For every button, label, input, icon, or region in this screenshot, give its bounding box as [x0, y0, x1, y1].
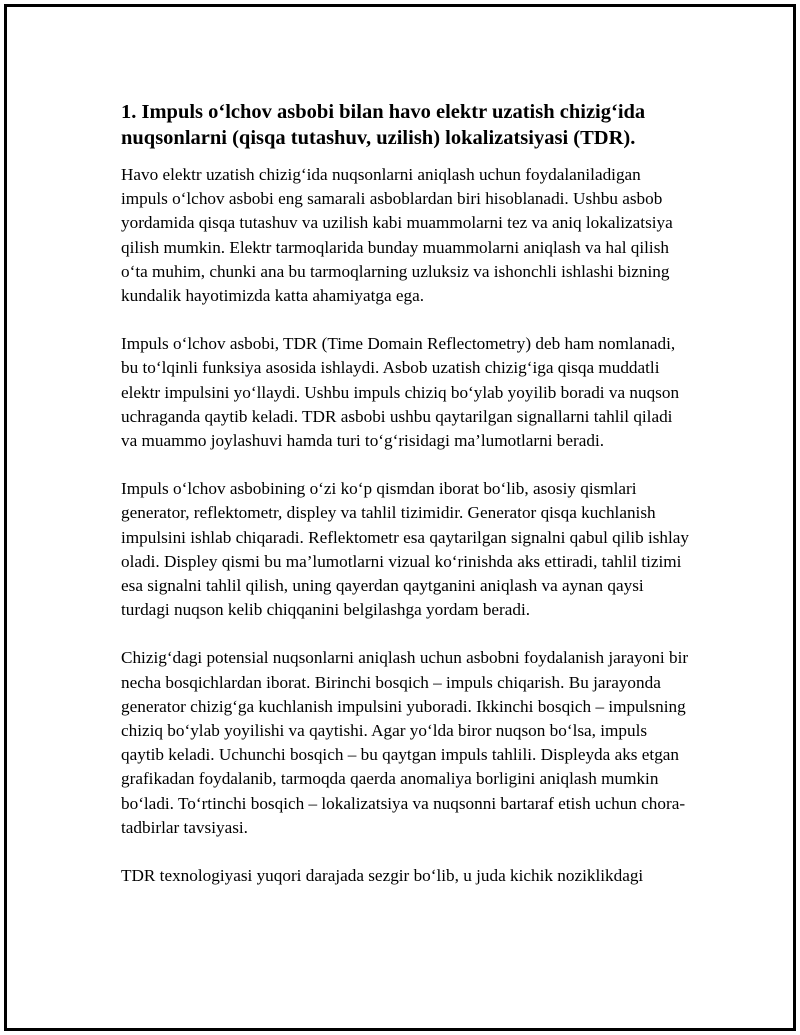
document-title: 1. Impuls o‘lchov asbobi bilan havo elektr uzatish chizig‘ida nuqsonlarni (qisqa tutashuv, uzilish) lokalizatsiyasi (TDR). — [121, 101, 646, 149]
page-frame — [4, 4, 796, 1031]
paragraph-5: TDR texnologiyasi yuqori darajada sezgir bo‘lib, u juda kichik noziklikdagi — [121, 866, 644, 886]
paragraph-2: Impuls o‘lchov asbobi, TDR (Time Domain Reflectometry) deb ham nomlanadi, bu to‘lqinli funksiya asosida ishlaydi. Asbob uzatish chizig‘iga qisqa muddatli elektr impulsini yo‘llaydi. Ushbu impuls chiziq bo‘ylab yoyilib boradi va nuqson uchraganda qaytib keladi. TDR asbobi ushbu qaytarilgan signallarni tahlil qiladi va muammo joylashuvi hamda turi to‘g‘risidagi ma’lumotlarni beradi. — [121, 334, 680, 451]
paragraph-1: Havo elektr uzatish chizig‘ida nuqsonlarni aniqlash uchun foydalaniladigan impuls o‘lchov asbobi eng samarali asboblardan biri hisoblanadi. Ushbu asbob yordamida qisqa tutashuv va uzilish kabi muammolarni tez va aniq lokalizatsiya qilish mumkin. Elektr tarmoqlarida bunday muammolarni aniqlash va hal qilish o‘ta muhim, chunki ana bu tarmoqlarning uzluksiz va ishonchli ishlashi bizning kundalik hayotimizda katta ahamiyatga ega. — [121, 165, 673, 306]
document-body — [121, 99, 691, 912]
paragraph-3: Impuls o‘lchov asbobining o‘zi ko‘p qismdan iborat bo‘lib, asosiy qismlari generator, reflektometr, displey va tahlil tizimidir. Generator qisqa kuchlanish impulsini ishlab chiqaradi. Reflektometr esa qaytarilgan signalni qabul qilib ishlay oladi. Displey qismi bu ma’lumotlarni vizual ko‘rinishda aks ettiradi, tahlil tizimi esa signalni tahlil qilish, uning qayerdan qaytganini aniqlash va aynan qaysi turdagi nuqson kelib chiqqanini belgilashga yordam beradi. — [121, 479, 690, 620]
paragraph-4: Chizig‘dagi potensial nuqsonlarni aniqlash uchun asbobni foydalanish jarayoni bir necha bosqichlardan iborat. Birinchi bosqich – impuls chiqarish. Bu jarayonda generator chizig‘ga kuchlanish impulsini yuboradi. Ikkinchi bosqich – impulsning chiziq bo‘ylab yoyilishi va qaytishi. Agar yo‘lda biror nuqson bo‘lsa, impuls qaytib keladi. Uchunchi bosqich – bu qaytgan impuls tahlili. Displeyda aks etgan grafikadan foydalanib, tarmoqda qaerda anomaliya borligini aniqlash mumkin bo‘ladi. To‘rtinchi bosqich – lokalizatsiya va nuqsonni bartaraf etish uchun chora-tadbirlar tavsiyasi. — [121, 648, 689, 837]
